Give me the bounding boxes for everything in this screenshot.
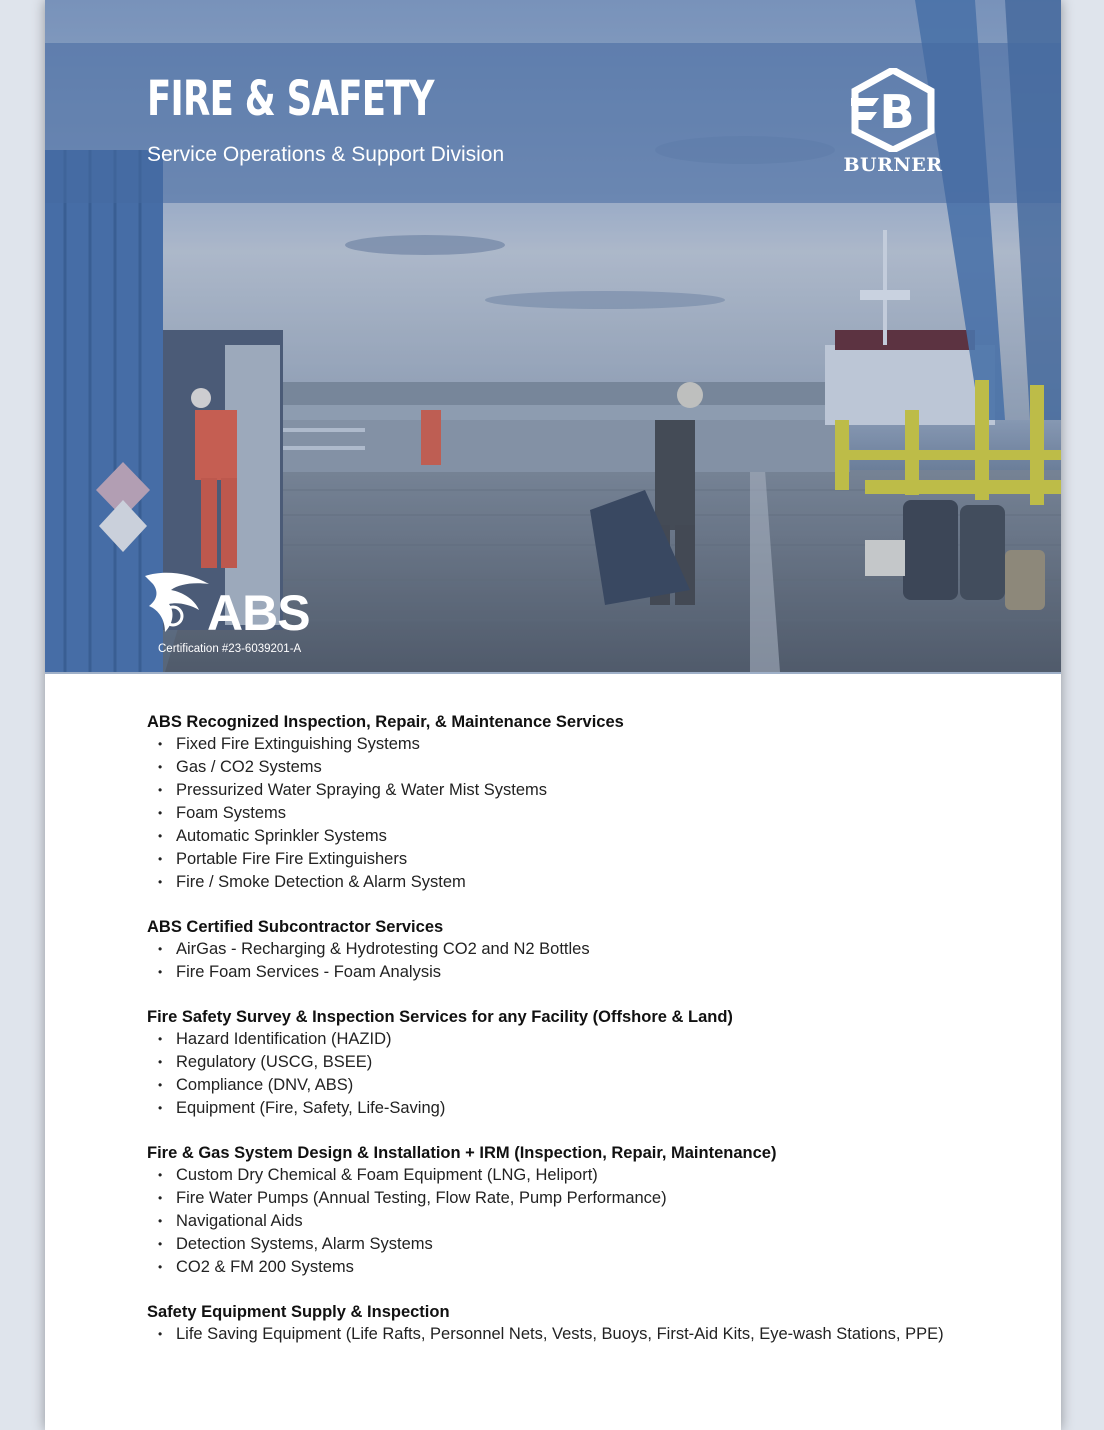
abs-certification-logo [143, 570, 343, 660]
bullet-icon: • [158, 1191, 163, 1205]
service-list [147, 938, 967, 984]
list-item [147, 1210, 967, 1233]
bullet-icon: • [158, 1101, 163, 1115]
section-heading: Fire Safety Survey & Inspection Services for any Facility (Offshore & Land) [147, 1008, 733, 1026]
bullet-icon: • [158, 829, 163, 843]
list-item [147, 1233, 967, 1256]
list-item [147, 1323, 967, 1346]
brand-name: BURNER [843, 154, 943, 176]
page-title: FIRE & SAFETY [147, 71, 434, 127]
list-item-text: Compliance (DNV, ABS) [176, 1076, 354, 1094]
section-heading: Fire & Gas System Design & Installation + IRM (Inspection, Repair, Maintenance) [147, 1144, 777, 1162]
list-item-text: Custom Dry Chemical & Foam Equipment (LNG, Heliport) [176, 1166, 598, 1184]
service-list [147, 1028, 967, 1120]
list-item [147, 1256, 967, 1279]
list-item-text: CO2 & FM 200 Systems [176, 1258, 354, 1276]
bullet-icon: • [158, 875, 163, 889]
burner-hexagon-icon [849, 68, 937, 152]
eagle-emblem-icon [143, 570, 213, 634]
section-safety-equipment [147, 1302, 967, 1346]
list-item-text: Life Saving Equipment (Life Rafts, Personnel Nets, Vests, Buoys, First-Aid Kits, Eye-wash Stations, PPE) [176, 1325, 944, 1343]
list-item-text: Fire / Smoke Detection & Alarm System [176, 873, 466, 891]
bullet-icon: • [158, 1214, 163, 1228]
list-item [147, 1164, 967, 1187]
bullet-icon: • [158, 760, 163, 774]
abs-logo-text: ABS [207, 585, 310, 641]
list-item-text: Pressurized Water Spraying & Water Mist Systems [176, 781, 548, 799]
list-item [147, 848, 967, 871]
list-item [147, 1051, 967, 1074]
section-heading: Safety Equipment Supply & Inspection [147, 1303, 450, 1321]
list-item-text: Equipment (Fire, Safety, Life-Saving) [176, 1099, 446, 1117]
list-item-text: Fixed Fire Extinguishing Systems [176, 735, 420, 753]
service-list [147, 733, 967, 894]
bullet-icon: • [158, 852, 163, 866]
bullet-icon: • [158, 942, 163, 956]
list-item-text: Foam Systems [176, 804, 287, 822]
list-item-text: Hazard Identification (HAZID) [176, 1030, 392, 1048]
service-list [147, 1323, 967, 1346]
bullet-icon: • [158, 1032, 163, 1046]
section-abs-recognized [147, 712, 967, 894]
list-item-text: Automatic Sprinkler Systems [176, 827, 387, 845]
bullet-icon: • [158, 965, 163, 979]
title-banner [45, 43, 1061, 203]
bullet-icon: • [158, 737, 163, 751]
bullet-icon: • [158, 783, 163, 797]
list-item-text: Gas / CO2 Systems [176, 758, 322, 776]
services-content [147, 712, 967, 1369]
list-item-text: Navigational Aids [176, 1212, 303, 1230]
bullet-icon: • [158, 1078, 163, 1092]
list-item-text: Fire Foam Services - Foam Analysis [176, 963, 441, 981]
bullet-icon: • [158, 806, 163, 820]
list-item-text: Regulatory (USCG, BSEE) [176, 1053, 373, 1071]
list-item [147, 779, 967, 802]
service-list [147, 1164, 967, 1279]
burner-logo [825, 68, 961, 188]
list-item [147, 1187, 967, 1210]
list-item-text: Detection Systems, Alarm Systems [176, 1235, 433, 1253]
brand-mark-letter: B [879, 85, 915, 139]
list-item [147, 733, 967, 756]
section-heading: ABS Recognized Inspection, Repair, & Maintenance Services [147, 713, 624, 731]
list-item [147, 756, 967, 779]
section-survey-inspection [147, 1007, 967, 1120]
section-fire-gas-design [147, 1143, 967, 1279]
hero-photo [45, 0, 1061, 672]
hero-divider [45, 672, 1061, 674]
list-item [147, 1074, 967, 1097]
list-item [147, 1097, 967, 1120]
list-item [147, 871, 967, 894]
bullet-icon: • [158, 1055, 163, 1069]
list-item [147, 938, 967, 961]
certification-number: Certification #23-6039201-A [158, 643, 302, 655]
list-item [147, 961, 967, 984]
bullet-icon: • [158, 1237, 163, 1251]
list-item-text: Portable Fire Fire Extinguishers [176, 850, 408, 868]
list-item [147, 802, 967, 825]
list-item-text: AirGas - Recharging & Hydrotesting CO2 and N2 Bottles [176, 940, 590, 958]
bullet-icon: • [158, 1327, 163, 1341]
section-heading: ABS Certified Subcontractor Services [147, 918, 444, 936]
list-item [147, 1028, 967, 1051]
section-subcontractor [147, 917, 967, 984]
page-subtitle: Service Operations & Support Division [147, 143, 505, 166]
list-item-text: Fire Water Pumps (Annual Testing, Flow Rate, Pump Performance) [176, 1189, 667, 1207]
list-item [147, 825, 967, 848]
bullet-icon: • [158, 1168, 163, 1182]
document-page [45, 0, 1061, 1430]
bullet-icon: • [158, 1260, 163, 1274]
